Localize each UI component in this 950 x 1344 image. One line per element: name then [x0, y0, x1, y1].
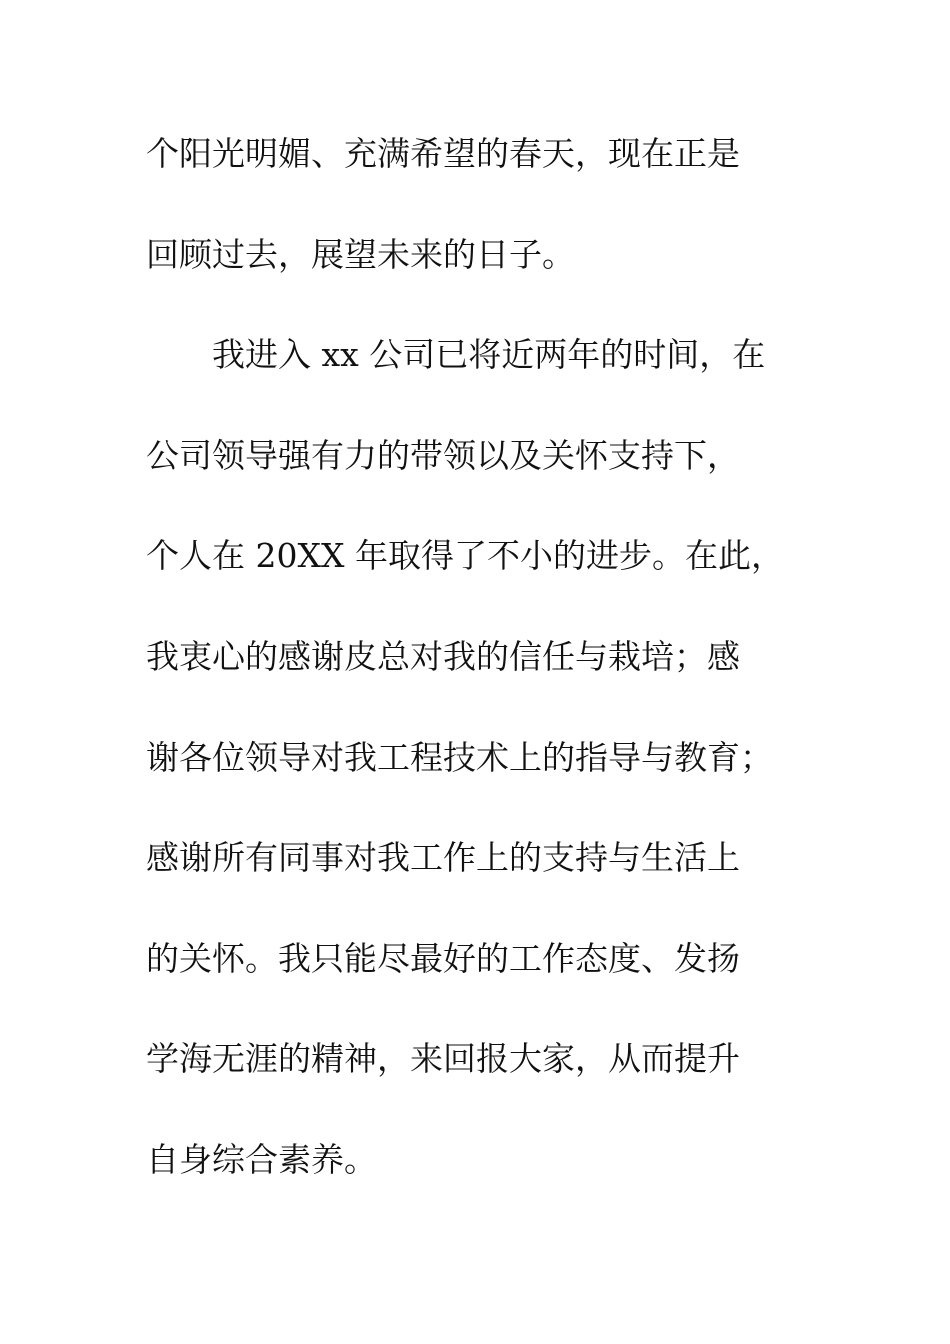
text-line: 我衷心的感谢皮总对我的信任与栽培；感 [146, 636, 740, 676]
text-line: 谢各位领导对我工程技术上的指导与教育； [146, 737, 773, 777]
text-line: 自身综合素养。 [146, 1139, 377, 1179]
text-line: 个阳光明媚、充满希望的春天，现在正是 [146, 134, 740, 173]
text-line: 公司领导强有力的带领以及关怀支持下， [146, 435, 740, 475]
body-text [146, 123, 806, 1230]
text-line: 个人在 20XX 年取得了不小的进步。在此， [146, 536, 784, 576]
text-line: 感谢所有同事对我工作上的支持与生活上 [146, 838, 740, 878]
text-line: 学海无涯的精神，来回报大家，从而提升 [146, 1039, 740, 1079]
text-line: 我进入 xx 公司已将近两年的时间，在 [146, 335, 766, 375]
text-line: 回顾过去，展望未来的日子。 [146, 234, 575, 274]
text-line: 的关怀。我只能尽最好的工作态度、发扬 [146, 938, 740, 978]
